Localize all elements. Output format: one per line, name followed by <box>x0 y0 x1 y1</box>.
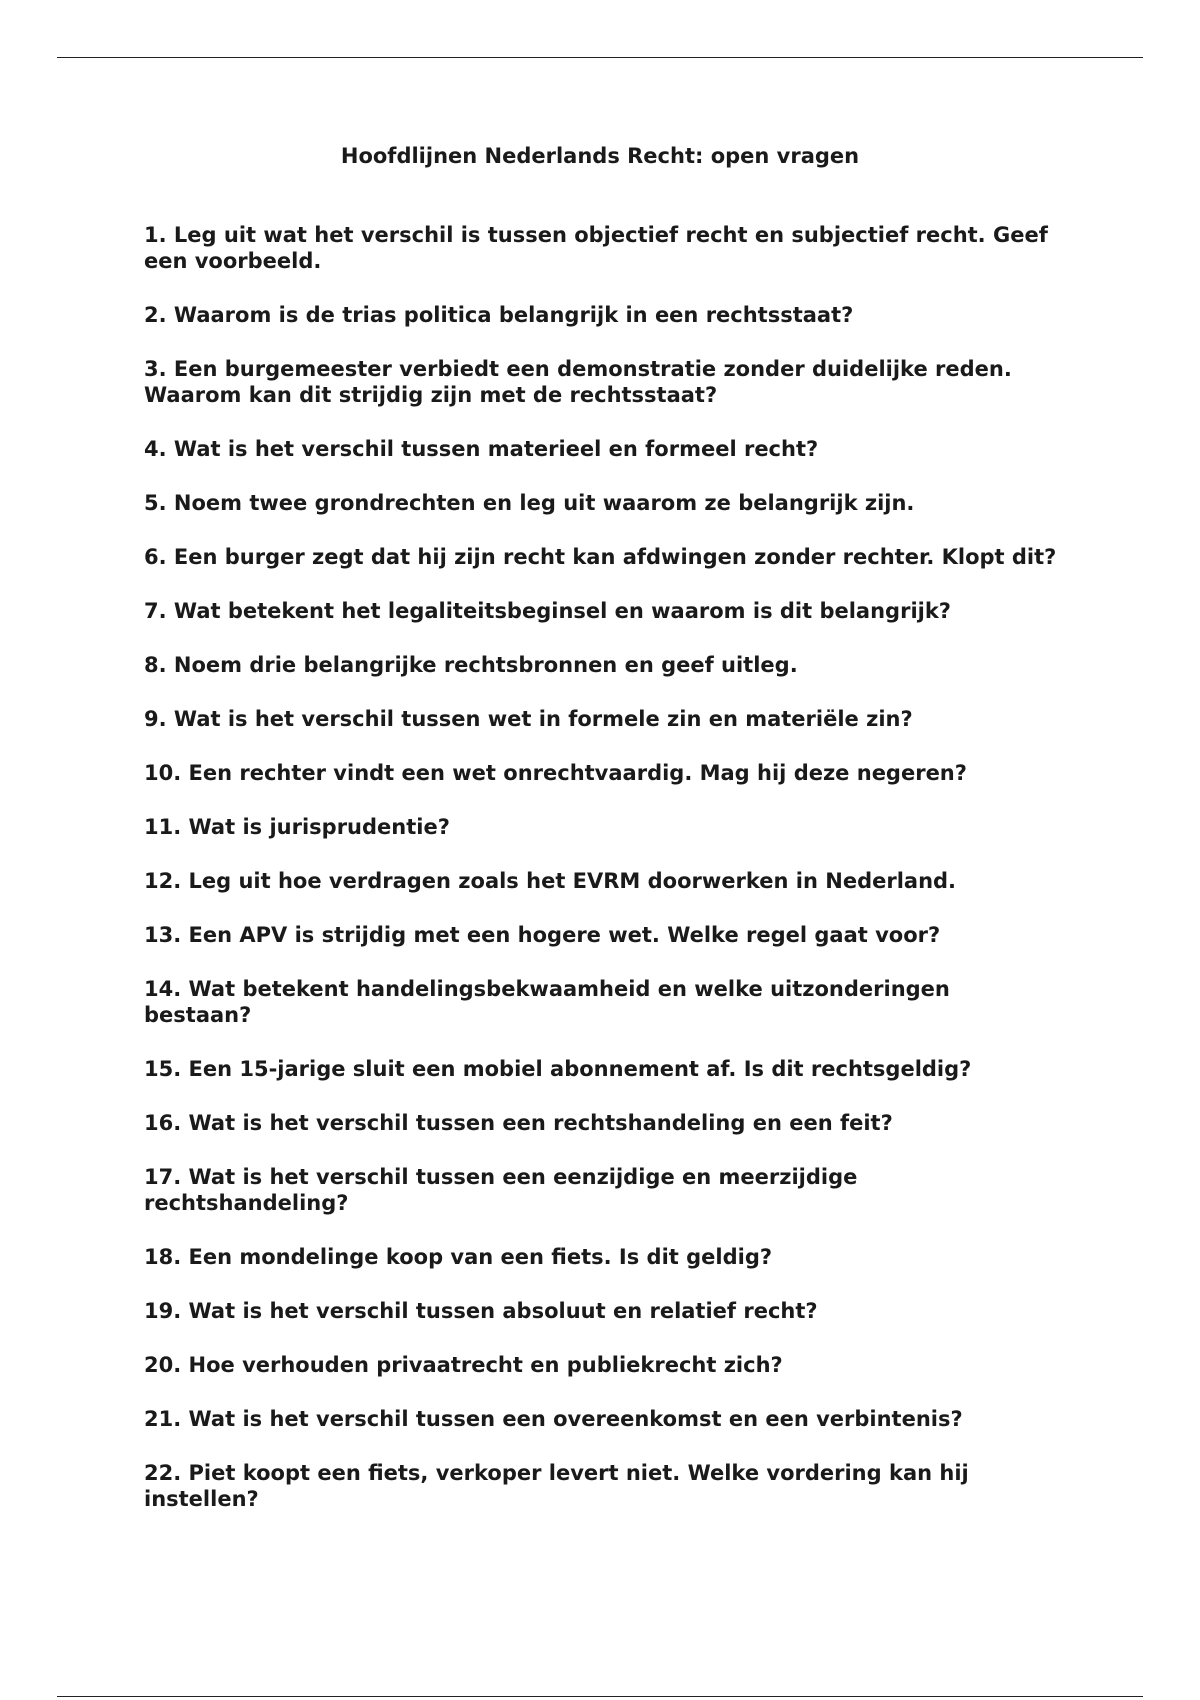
question-item: 13. Een APV is strijdig met een hogere wet. Welke regel gaat voor? <box>144 923 941 947</box>
question-item: 8. Noem drie belangrijke rechtsbronnen en geef uitleg. <box>144 653 798 677</box>
bottom-divider <box>57 1696 1143 1697</box>
document-title: Hoofdlijnen Nederlands Recht: open vragen <box>340 144 860 168</box>
question-item: 20. Hoe verhouden privaatrecht en publiekrecht zich? <box>144 1353 783 1377</box>
question-item: 15. Een 15-jarige sluit een mobiel abonnement af. Is dit rechtsgeldig? <box>144 1057 972 1081</box>
question-item: 12. Leg uit hoe verdragen zoals het EVRM doorwerken in Nederland. <box>144 869 957 893</box>
question-item: 21. Wat is het verschil tussen een overeenkomst en een verbintenis? <box>144 1407 963 1431</box>
question-item: 1. Leg uit wat het verschil is tussen objectief recht en subjectief recht. Geef een voorbeeld. <box>144 223 1048 273</box>
question-list <box>144 222 1064 1540</box>
question-item: 18. Een mondelinge koop van een fiets. Is dit geldig? <box>144 1245 773 1269</box>
question-item: 19. Wat is het verschil tussen absoluut en relatief recht? <box>144 1299 818 1323</box>
question-item: 22. Piet koopt een fiets, verkoper levert niet. Welke vordering kan hij instellen? <box>144 1461 969 1511</box>
question-item: 14. Wat betekent handelingsbekwaamheid en welke uitzonderingen bestaan? <box>144 977 950 1027</box>
question-item: 9. Wat is het verschil tussen wet in formele zin en materiële zin? <box>144 707 913 731</box>
question-item: 7. Wat betekent het legaliteitsbeginsel en waarom is dit belangrijk? <box>144 599 951 623</box>
question-item: 16. Wat is het verschil tussen een rechtshandeling en een feit? <box>144 1111 893 1135</box>
question-item: 3. Een burgemeester verbiedt een demonstratie zonder duidelijke reden. Waarom kan dit strijdig zijn met de rechtsstaat? <box>144 357 1012 407</box>
top-divider <box>57 57 1143 58</box>
question-item: 4. Wat is het verschil tussen materieel en formeel recht? <box>144 437 819 461</box>
question-item: 5. Noem twee grondrechten en leg uit waarom ze belangrijk zijn. <box>144 491 915 515</box>
question-item: 11. Wat is jurisprudentie? <box>144 815 450 839</box>
question-item: 10. Een rechter vindt een wet onrechtvaardig. Mag hij deze negeren? <box>144 761 967 785</box>
question-item: 2. Waarom is de trias politica belangrijk in een rechtsstaat? <box>144 303 854 327</box>
question-item: 17. Wat is het verschil tussen een eenzijdige en meerzijdige rechtshandeling? <box>144 1165 858 1215</box>
question-item: 6. Een burger zegt dat hij zijn recht kan afdwingen zonder rechter. Klopt dit? <box>144 545 1057 569</box>
